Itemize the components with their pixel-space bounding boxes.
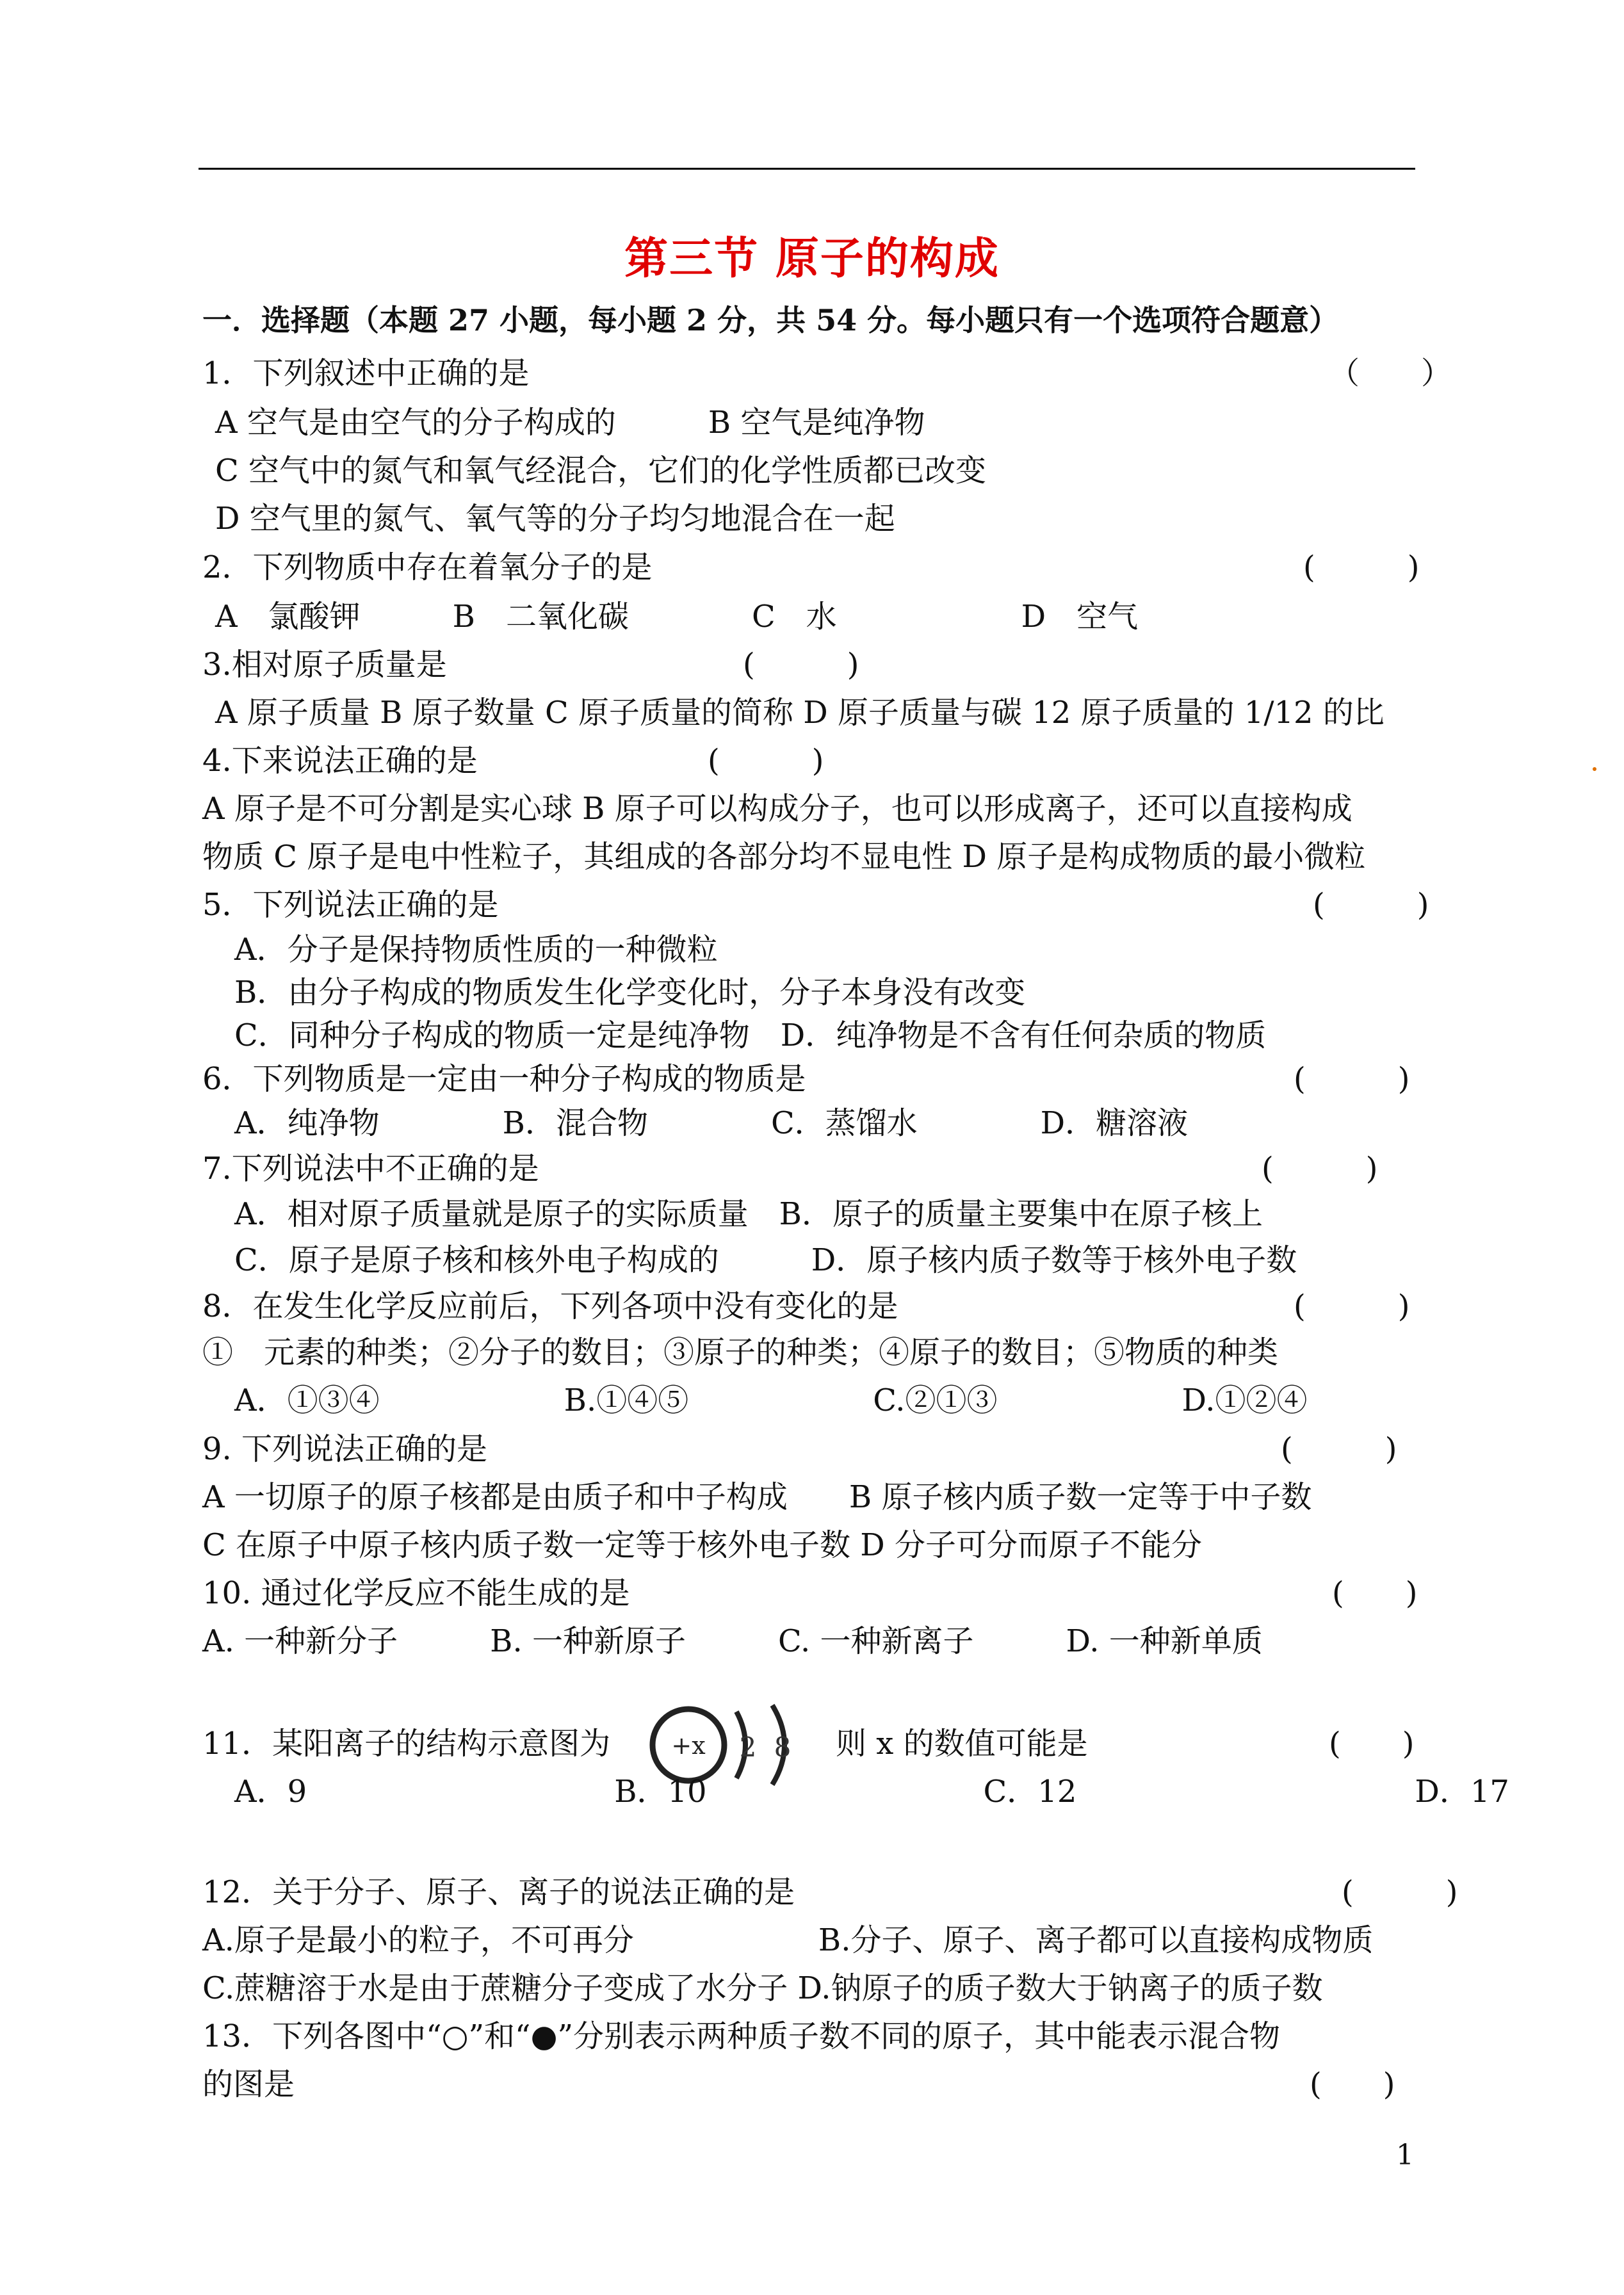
question-3: 3.相对原子质量是 xyxy=(202,647,447,683)
question-10: 10. 通过化学反应不能生成的是 xyxy=(202,1575,630,1611)
question-5: 5．下列说法正确的是 xyxy=(202,887,499,923)
q9-options-cd: C 在原子中原子核内质子数一定等于核外电子数 D 分子可分而原子不能分 xyxy=(202,1527,1202,1563)
q12-options-cd: C.蔗糖溶于水是由于蔗糖分子变成了水分子 D.钠原子的质子数大于钠离子的质子数 xyxy=(202,1970,1323,2006)
answer-bracket-11: ( ) xyxy=(1329,1726,1415,1762)
q4-options-line2: 物质 C 原子是电中性粒子，其组成的各部分均不显电性 D 原子是构成物质的最小微粒 xyxy=(202,839,1366,875)
answer-bracket-5: ( ) xyxy=(1313,887,1429,923)
q11-options: A．9 B．10 C．12 D．17 xyxy=(234,1774,1509,1810)
question-6: 6．下列物质是一定由一种分子构成的物质是 xyxy=(202,1061,806,1097)
answer-bracket-13: ( ) xyxy=(1310,2066,1395,2102)
q7-options-cd: C．原子是原子核和核外电子构成的 D．原子核内质子数等于核外电子数 xyxy=(234,1242,1297,1278)
answer-bracket-9: ( ) xyxy=(1281,1431,1397,1467)
question-2: 2．下列物质中存在着氧分子的是 xyxy=(202,549,653,585)
question-7: 7.下列说法中不正确的是 xyxy=(202,1151,539,1187)
q1-options-ab: A 空气是由空气的分子构成的 B 空气是纯净物 xyxy=(215,405,925,441)
answer-bracket-6: ( ) xyxy=(1294,1061,1410,1097)
nucleus-charge-label: +x xyxy=(671,1731,706,1760)
q6-options: A．纯净物 B．混合物 C．蒸馏水 D．糖溶液 xyxy=(234,1105,1189,1141)
answer-bracket-3: ( ) xyxy=(743,647,859,683)
q11-tail: 则 x 的数值可能是 xyxy=(836,1726,1088,1762)
question-9: 9. 下列说法正确的是 xyxy=(202,1431,488,1467)
answer-bracket-7: ( ) xyxy=(1262,1151,1378,1187)
q3-options: A 原子质量 B 原子数量 C 原子质量的简称 D 原子质量与碳 12 原子质量的 1/12 的比 xyxy=(215,695,1384,731)
page-title: 第三节 原子的构成 xyxy=(624,233,1000,284)
question-11: 11．某阳离子的结构示意图为 xyxy=(202,1726,611,1762)
header-rule xyxy=(199,168,1415,170)
answer-bracket-10: ( ) xyxy=(1332,1575,1418,1611)
question-8: 8．在发生化学反应前后，下列各项中没有变化的是 xyxy=(202,1288,898,1324)
q5-option-b: B．由分子构成的物质发生化学变化时，分子本身没有改变 xyxy=(234,975,1026,1010)
answer-bracket-12: ( ) xyxy=(1342,1874,1458,1910)
question-4: 4.下来说法正确的是 xyxy=(202,743,478,779)
q1-option-c: C 空气中的氮气和氧气经混合，它们的化学性质都已改变 xyxy=(215,453,986,489)
shell1-count: 2 xyxy=(739,1731,757,1763)
question-12: 12．关于分子、原子、离子的说法正确的是 xyxy=(202,1874,795,1910)
q10-options: A. 一种新分子 B. 一种新原子 C. 一种新离子 D. 一种新单质 xyxy=(202,1623,1263,1659)
question-13-line2: 的图是 xyxy=(202,2066,295,2102)
q1-option-d: D 空气里的氮气、氧气等的分子均匀地混合在一起 xyxy=(215,501,895,537)
q7-options-ab: A．相对原子质量就是原子的实际质量 B．原子的质量主要集中在原子核上 xyxy=(234,1196,1263,1232)
q2-options: A 氯酸钾 B 二氧化碳 C 水 D 空气 xyxy=(215,599,1139,635)
q8-options: A．①③④ B.①④⑤ C.②①③ D.①②④ xyxy=(234,1383,1308,1418)
page-number: 1 xyxy=(1396,2139,1414,2171)
section-header: 一．选择题（本题 27 小题，每小题 2 分，共 54 分。每小题只有一个选项符合题意） xyxy=(202,303,1339,337)
answer-bracket-1: （ ） xyxy=(1329,355,1452,391)
stray-dot-mark xyxy=(1593,767,1596,771)
q5-option-a: A．分子是保持物质性质的一种微粒 xyxy=(234,932,718,968)
answer-bracket-2: ( ) xyxy=(1303,549,1420,585)
q8-items: ① 元素的种类；②分子的数目；③原子的种类；④原子的数目；⑤物质的种类 xyxy=(202,1334,1279,1370)
answer-bracket-8: ( ) xyxy=(1294,1288,1410,1324)
answer-bracket-4: ( ) xyxy=(708,743,824,779)
question-13-line1: 13．下列各图中“○”和“●”分别表示两种质子数不同的原子，其中能表示混合物 xyxy=(202,2018,1281,2054)
q5-options-cd: C．同种分子构成的物质一定是纯净物 D．纯净物是不含有任何杂质的物质 xyxy=(234,1018,1267,1053)
question-1: 1．下列叙述中正确的是 xyxy=(202,355,530,391)
q12-options-ab: A.原子是最小的粒子，不可再分 B.分子、原子、离子都可以直接构成物质 xyxy=(202,1922,1374,1958)
shell2-count: 8 xyxy=(774,1731,792,1763)
q9-options-ab: A 一切原子的原子核都是由质子和中子构成 B 原子核内质子数一定等于中子数 xyxy=(202,1479,1312,1515)
q4-options-line1: A 原子是不可分割是实心球 B 原子可以构成分子，也可以形成离子，还可以直接构成 xyxy=(202,791,1352,827)
